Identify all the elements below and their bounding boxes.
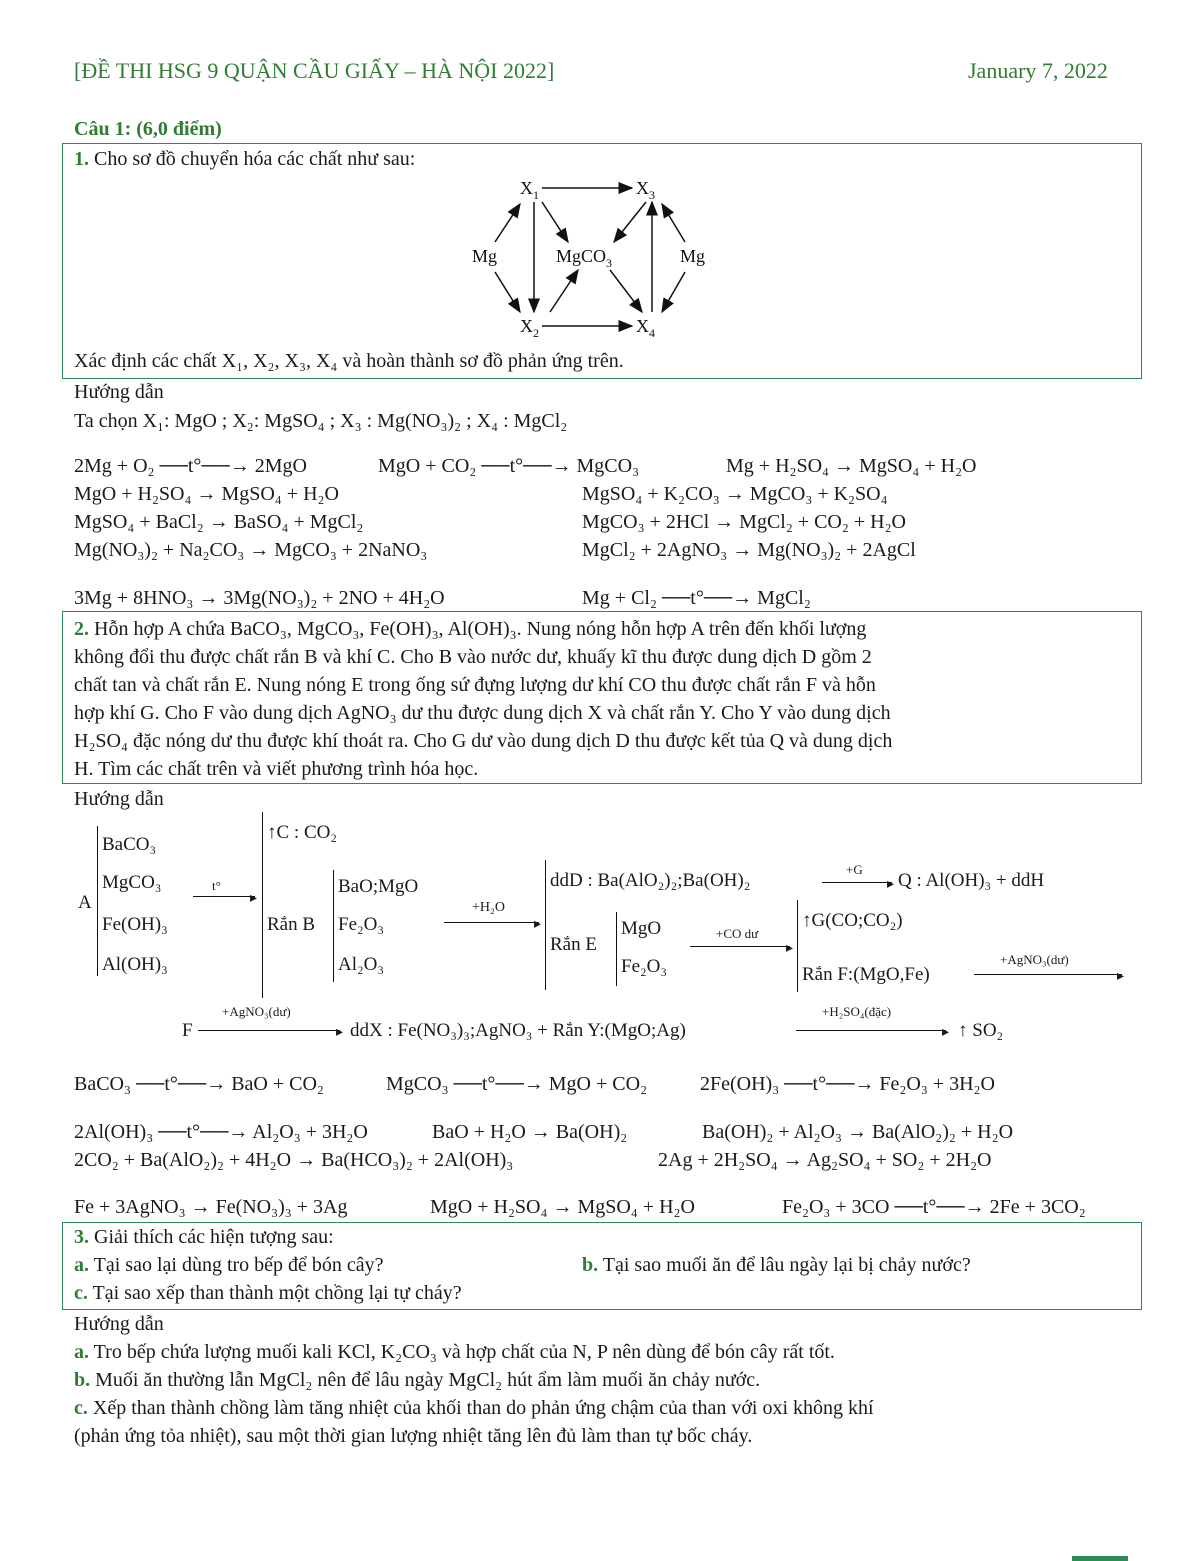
part-number: 2. <box>74 618 89 640</box>
scheme-b1: BaO;MgO <box>338 876 419 897</box>
equation: 2Al(OH)₃ ──t°──→ Al₂O₃ + 3H₂O <box>74 1121 368 1143</box>
question-1-heading: Câu 1: (6,0 điểm) <box>74 118 222 140</box>
node-x1: $X_1$ <box>520 178 539 202</box>
scheme-rb: Rắn B <box>267 914 316 935</box>
arrow <box>796 1030 946 1031</box>
equation: MgCO₃ + 2HCl → MgCl₂ + CO₂ + H₂O <box>582 511 906 533</box>
arrowhead: ▸ <box>942 1025 950 1040</box>
arrow-label: +H₂O <box>472 900 505 915</box>
equation: 2Mg + O₂ ──t°──→ 2MgO <box>74 455 307 477</box>
arrow <box>193 896 255 897</box>
arrowhead: ▸ <box>1117 969 1125 984</box>
equation: 3Mg + 8HNO₃ → 3Mg(NO₃)₂ + 2NO + 4H₂O <box>74 587 445 609</box>
q2-line: 2. Hỗn hợp A chứa BaCO₃, MgCO₃, Fe(OH)₃, Al(OH)₃. Nung nóng hỗn hợp A trên đến khối lượng <box>74 618 867 640</box>
equation: Ba(OH)₂ + Al₂O₃ → Ba(AlO₂)₂ + H₂O <box>702 1121 1014 1143</box>
q1-choose: Ta chọn X₁: MgO ; X₂: MgSO₄ ; X₃ : Mg(NO₃)₂ ; X₄ : MgCl₂ <box>74 410 568 432</box>
q2-line: H₂SO₄ đặc nóng dư thu được khí thoát ra. Cho G dư vào dung dịch D thu được kết tủa Q và dung dịch <box>74 730 893 752</box>
scheme-ddD: ddD : Ba(AlO₂)₂;Ba(OH)₂ <box>550 870 751 891</box>
node-x3: $X_3$ <box>636 178 655 202</box>
equation: 2Ag + 2H₂SO₄ → Ag₂SO₄ + SO₂ + 2H₂O <box>658 1149 992 1171</box>
answer-a: a. Tro bếp chứa lượng muối kali KCl, K₂CO₃ và hợp chất của N, P nên dùng để bón cây rất tốt. <box>74 1341 835 1363</box>
arrowhead: ▸ <box>786 941 794 956</box>
arrowhead: ▸ <box>336 1025 344 1040</box>
arrow-label: +H₂SO₄(đặc) <box>822 1004 892 1019</box>
q2-line: H. Tìm các chất trên và viết phương trình hóa học. <box>74 758 479 780</box>
arrowhead: ▸ <box>887 877 895 892</box>
equation: MgSO₄ + K₂CO₃ → MgCO₃ + K₂SO₄ <box>582 483 888 505</box>
arrow <box>198 1030 340 1031</box>
answer-c-cont: (phản ứng tỏa nhiệt), sau một thời gian lượng nhiệt tăng lên đủ làm than tự bốc cháy. <box>74 1425 753 1447</box>
scheme-A: A <box>78 892 92 913</box>
arrow-label: +AgNO₃(dư) <box>1000 952 1069 967</box>
bracket <box>97 826 98 976</box>
q2-guide: Hướng dẫn <box>74 788 164 810</box>
arrow <box>974 974 1122 975</box>
arrow <box>444 922 539 923</box>
arrow-label: +CO dư <box>716 926 759 941</box>
answer-c: c. Xếp than thành chồng làm tăng nhiệt của khối than do phản ứng chậm của than với oxi không khí <box>74 1397 874 1419</box>
equation: MgCO₃ ──t°──→ MgO + CO₂ <box>386 1073 648 1095</box>
q2-line: hợp khí G. Cho F vào dung dịch AgNO₃ dư thu được dung dịch X và chất rắn Y. Cho Y vào dung dịch <box>74 702 891 724</box>
exam-date: January 7, 2022 <box>968 58 1108 83</box>
scheme-c: ↑C : CO₂ <box>267 822 337 843</box>
bracket <box>333 870 334 982</box>
scheme-a4: Al(OH)₃ <box>102 954 168 975</box>
scheme-Q: Q : Al(OH)₃ + ddH <box>898 870 1045 891</box>
scheme-e2: Fe₂O₃ <box>621 956 667 977</box>
scheme-a3: Fe(OH)₃ <box>102 914 168 935</box>
scheme-rf: Rắn F:(MgO,Fe) <box>802 964 930 985</box>
equation: Mg + H₂SO₄ → MgSO₄ + H₂O <box>726 455 977 477</box>
bracket <box>545 860 546 990</box>
node-mg-right: Mg <box>680 246 706 266</box>
part-text: Cho sơ đồ chuyển hóa các chất như sau: <box>94 148 416 170</box>
arrow <box>690 946 790 947</box>
equation: BaCO₃ ──t°──→ BaO + CO₂ <box>74 1073 324 1095</box>
bracket <box>797 900 798 992</box>
q2-line: không đổi thu được chất rắn B và khí C. Cho B vào nước dư, khuấy kĩ thu được dung dịch D gồm 2 <box>74 646 872 668</box>
node-x4: $X_4$ <box>636 316 655 340</box>
exam-title: [ĐỀ THI HSG 9 QUẬN CẦU GIẤY – HÀ NỘI 2022] <box>74 58 555 83</box>
equation: 2Fe(OH)₃ ──t°──→ Fe₂O₃ + 3H₂O <box>700 1073 995 1095</box>
equation: MgO + CO₂ ──t°──→ MgCO₃ <box>378 455 640 477</box>
q1-task: Xác định các chất X₁, X₂, X₃, X₄ và hoàn thành sơ đồ phản ứng trên. <box>74 350 624 372</box>
footer-bar <box>1072 1556 1128 1561</box>
arrowhead: ▸ <box>534 917 542 932</box>
scheme-e1: MgO <box>621 918 662 939</box>
q1-guide: Hướng dẫn <box>74 381 164 403</box>
equation: Mg(NO₃)₂ + Na₂CO₃ → MgCO₃ + 2NaNO₃ <box>74 539 428 561</box>
equation: Mg + Cl₂ ──t°──→ MgCl₂ <box>582 587 811 609</box>
equation: 2CO₂ + Ba(AlO₂)₂ + 4H₂O → Ba(HCO₃)₂ + 2Al(OH)₃ <box>74 1149 514 1171</box>
node-mg-left: Mg <box>472 246 498 266</box>
arrowhead: ▸ <box>250 891 258 906</box>
arrow <box>822 882 892 883</box>
scheme-a2: MgCO₃ <box>102 872 162 893</box>
scheme-F: F <box>182 1020 193 1041</box>
scheme-G: ↑G(CO;CO₂) <box>802 910 903 931</box>
q3-title: 3. Giải thích các hiện tượng sau: <box>74 1226 334 1248</box>
part-number: 3. <box>74 1226 89 1248</box>
part-number: 1. <box>74 148 89 170</box>
node-x2: $X_2$ <box>520 316 539 340</box>
scheme-SO2: ↑ SO₂ <box>958 1020 1004 1041</box>
scheme-ddX: ddX : Fe(NO₃)₃;AgNO₃ + Rắn Y:(MgO;Ag) <box>350 1020 686 1041</box>
arrow-label: +AgNO₃(dư) <box>222 1004 291 1019</box>
arrow-label: t° <box>212 878 221 893</box>
equation: MgO + H₂SO₄ → MgSO₄ + H₂O <box>430 1196 695 1218</box>
q2-line: chất tan và chất rắn E. Nung nóng E trong ống sứ đựng lượng dư khí CO thu được chất rắn F và hỗn <box>74 674 876 696</box>
q3-a: a. Tại sao lại dùng tro bếp để bón cây? <box>74 1254 384 1276</box>
equation: Fe₂O₃ + 3CO ──t°──→ 2Fe + 3CO₂ <box>782 1196 1086 1218</box>
equation: MgCl₂ + 2AgNO₃ → Mg(NO₃)₂ + 2AgCl <box>582 539 916 561</box>
answer-b: b. Muối ăn thường lẫn MgCl₂ nên để lâu ngày MgCl₂ hút ẩm làm muối ăn chảy nước. <box>74 1369 761 1391</box>
equation: BaO + H₂O → Ba(OH)₂ <box>432 1121 628 1143</box>
arrow-label: +G <box>846 862 863 877</box>
scheme-b3: Al₂O₃ <box>338 954 384 975</box>
node-mgco3: MgCO$_3$ <box>556 246 613 270</box>
bracket <box>616 912 617 986</box>
equation: MgSO₄ + BaCl₂ → BaSO₄ + MgCl₂ <box>74 511 364 533</box>
q3-c: c. Tại sao xếp than thành một chồng lại tự cháy? <box>74 1282 462 1304</box>
q3-b: b. Tại sao muối ăn để lâu ngày lại bị chảy nước? <box>582 1254 971 1276</box>
equation: Fe + 3AgNO₃ → Fe(NO₃)₃ + 3Ag <box>74 1196 348 1218</box>
bracket <box>262 812 263 998</box>
scheme-b2: Fe₂O₃ <box>338 914 384 935</box>
q3-guide: Hướng dẫn <box>74 1313 164 1335</box>
scheme-re: Rắn E <box>550 934 597 955</box>
equation: MgO + H₂SO₄ → MgSO₄ + H₂O <box>74 483 339 505</box>
scheme-a1: BaCO₃ <box>102 834 157 855</box>
